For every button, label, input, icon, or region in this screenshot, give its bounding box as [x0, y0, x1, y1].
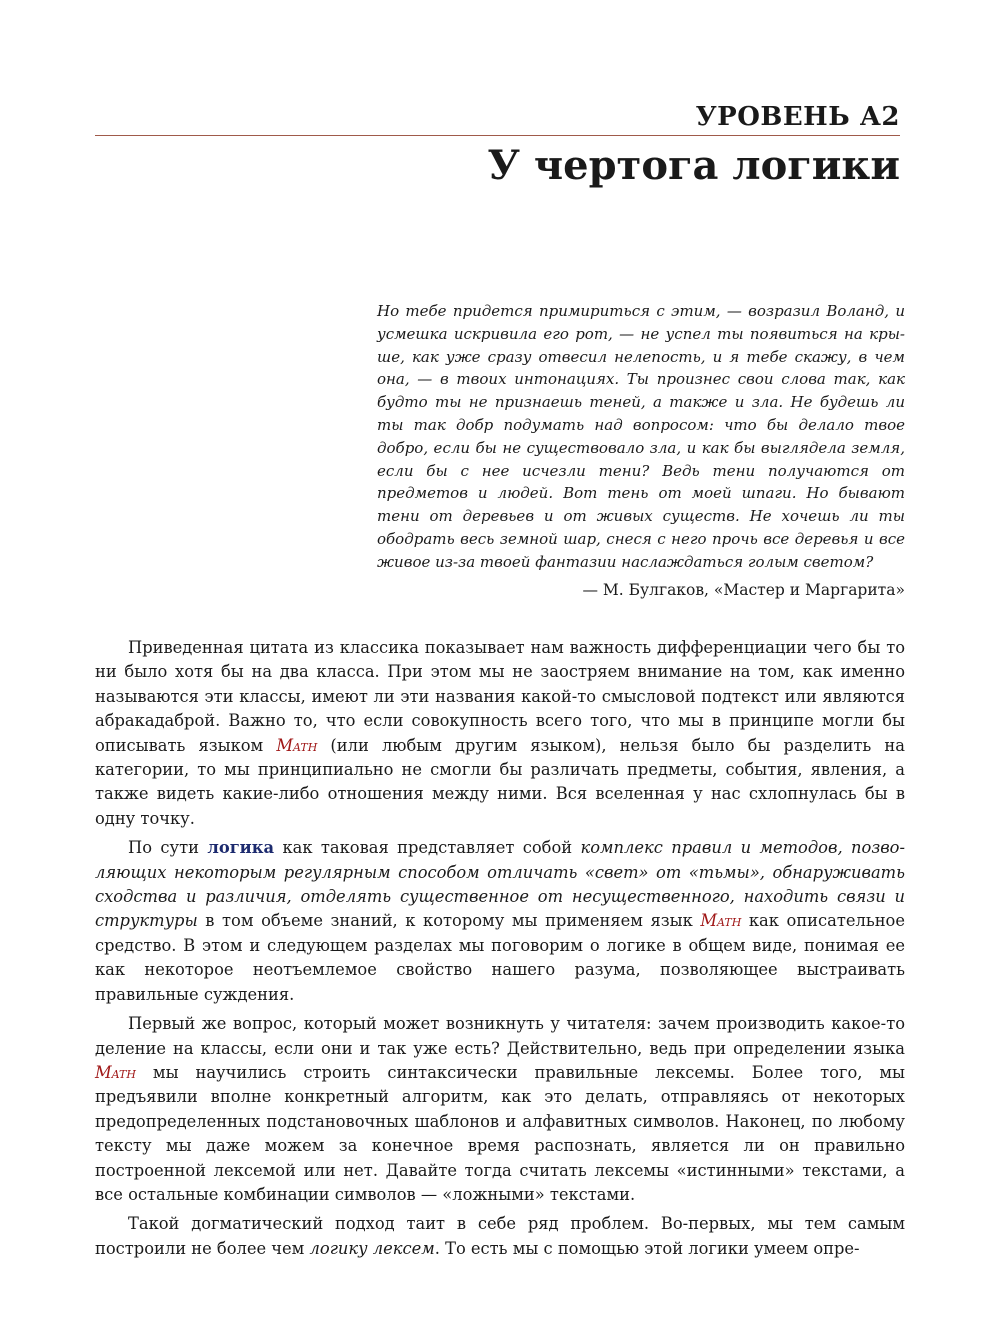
- paragraph-2-text-b: как таковая представляет собой: [274, 838, 581, 858]
- math-language-name: Math: [95, 1062, 136, 1082]
- term-lexeme-logic: логику лексем: [309, 1238, 435, 1258]
- paragraph-2-text-a: По сути: [128, 838, 208, 858]
- paragraph-1-text-b: (или любым другим языком), нельзя было бы разделить на категории, то мы принципиально не смогли бы различать предметы, события, явления, а также видеть какие-либо отношения между ними. Вся вселенная у нас схлопнулась бы в одну точку.: [95, 735, 905, 828]
- paragraph-2-definition: комплекс правил и методов, позволяющих некоторым регулярным способом отличать «свет» от «тьмы», обнаруживать сходства и различия, отделять существенное от несущественного, находить связи и структуры: [95, 838, 905, 931]
- header-rule: [95, 135, 900, 136]
- paragraph-2-text-d: как описательное средство. В этом и следующем разделах мы поговорим о логике в общем виде, понимая ее как некоторое неотъемлемое свойство нашего разума, позволяющее выстраивать правильные суждения.: [95, 911, 905, 1004]
- paragraph-4: [95, 1212, 905, 1261]
- term-logic: логика: [207, 838, 275, 858]
- paragraph-1: [95, 636, 905, 831]
- paragraph-3: [95, 1012, 905, 1207]
- paragraph-3-text-b: мы научились строить синтаксически правильные лексемы. Более того, мы предъявили вполне конкретный алгоритм, как это делать, отправляясь от некоторых предопределенных подстановочных шаблонов и алфавитных символов. Наконец, по любому тексту мы даже можем за конечное время распознать, является ли он правильно построенной лексемой или нет. Давайте тогда считать лексемы «истинными» текстами, а все остальные комбинации символов — «ложными» текстами.: [95, 1062, 905, 1204]
- paragraph-3-text-a: Первый же вопрос, который может возникнуть у читателя: зачем производить какое-то деление на классы, если они и так уже есть? Действительно, ведь при определении языка: [95, 1014, 905, 1058]
- paragraph-1-text-a: Приведенная цитата из классика показывает нам важность дифференциации чего бы то ни было хотя бы на два класса. При этом мы не заостряем внимание на том, как именно называются эти классы, имеют ли эти названия какой-то смысловой подтекст или являются абракадаброй. Важно то, что если совокупность всего того, что мы в принципе могли бы описывать языком: [95, 638, 905, 755]
- paragraph-4-text-a: Такой догматический подход таит в себе ряд проблем. Во-первых, мы тем самым построили не более чем: [95, 1214, 905, 1258]
- epigraph-quote: Но тебе придется примириться с этим, — возразил Воланд, и усмешка искривила его рот, — не успел ты появиться на крыше, как уже сразу отвесил нелепость, и я тебе скажу, в чем она, — в твоих интонациях. Ты произнес свои слова так, как будто ты не признаешь теней, а также и зла. Не будешь ли ты так добр подумать над вопросом: что бы делало твое добро, если бы не существовало зла, и как бы выглядела земля, если бы с нее исчезли тени? Ведь тени получаются от предметов и людей. Вот тень от моей шпаги. Но бывают тени от деревьев и от живых существ. Не хочешь ли ты ободрать весь земной шар, снеся с него прочь все деревья и все живое из-за твоей фантазии наслаждаться голым светом?: [377, 302, 905, 571]
- paragraph-2: [95, 836, 905, 1007]
- math-language-name: Math: [700, 911, 742, 931]
- epigraph-source: — М. Булгаков, «Мастер и Маргарита»: [582, 581, 905, 599]
- body-text: [95, 636, 905, 1266]
- math-language-name: Math: [276, 735, 318, 755]
- chapter-title: У чертога логики: [487, 142, 900, 189]
- paragraph-4-text-b: . То есть мы с помощью этой логики умеем опре-: [434, 1238, 860, 1258]
- section-level-label: УРОВЕНЬ А2: [695, 102, 900, 132]
- paragraph-2-text-c: в том объеме знаний, к которому мы применяем язык: [197, 911, 701, 931]
